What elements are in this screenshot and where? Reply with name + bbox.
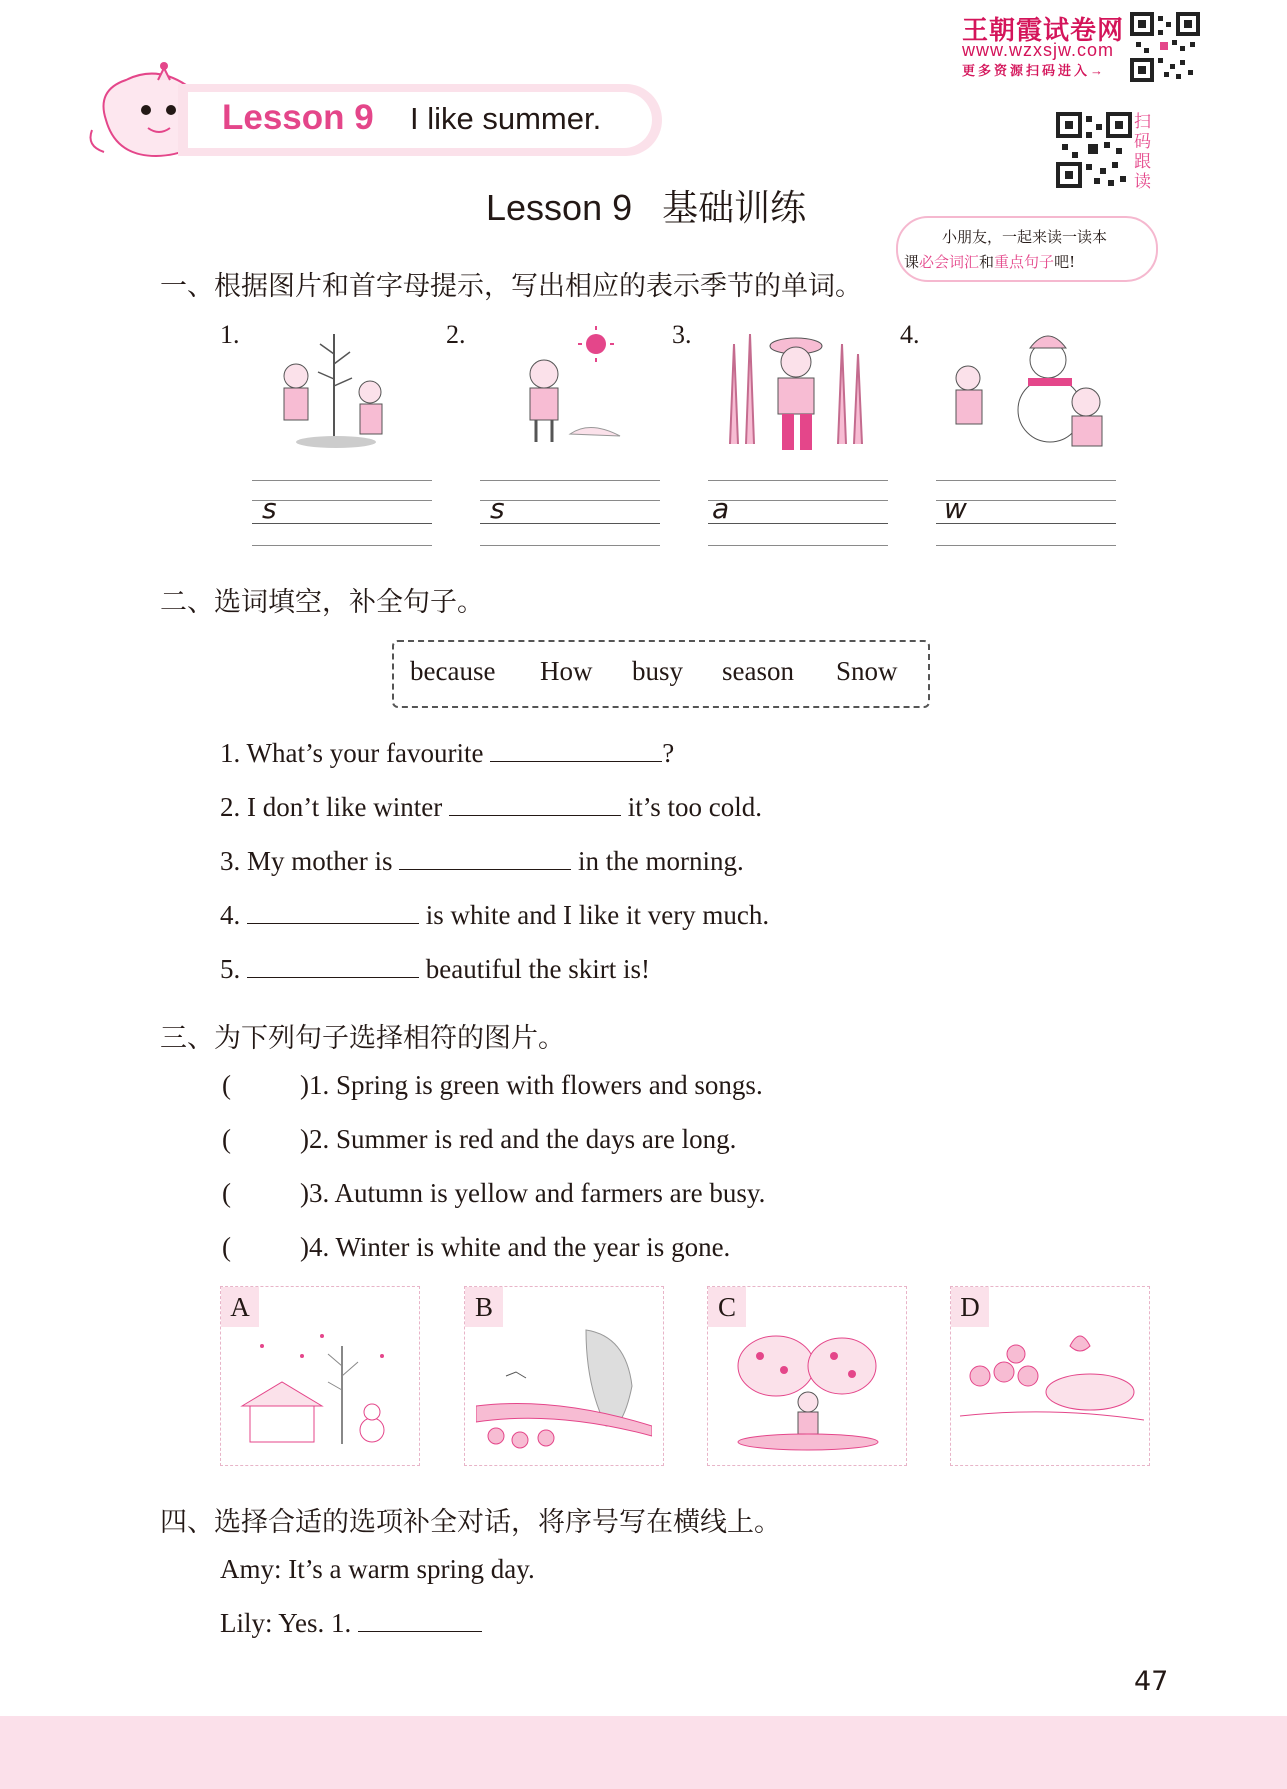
section4-heading: 四、选择合适的选项补全对话，将序号写在横线上。 (160, 1507, 781, 1538)
word-bank-word: season (722, 656, 794, 686)
tip-sentences: 重点句子 (994, 253, 1055, 271)
tip-vocab: 必会词汇 (919, 253, 980, 271)
tip-text: 课 (904, 253, 920, 271)
autumn-apple-tree-picture (720, 1326, 896, 1456)
match-sentence-2: )2. Summer is red and the days are long. (300, 1124, 737, 1154)
match-open-paren[interactable]: ( (222, 1178, 231, 1208)
picture-label: A (221, 1287, 259, 1327)
match-sentence-1: )1. Spring is green with flowers and songs. (300, 1070, 763, 1100)
word-bank-word: because (410, 656, 496, 686)
spring-planting-picture (266, 324, 416, 454)
section1-item-number: 4. (900, 320, 920, 349)
answer-blank[interactable] (449, 793, 621, 816)
fill-sentence-4 (220, 900, 769, 931)
section2-heading: 二、选词填空，补全句子。 (160, 587, 484, 618)
picture-label: C (708, 1287, 746, 1327)
match-open-paren[interactable]: ( (222, 1232, 231, 1262)
read-along-qr-code[interactable] (1056, 112, 1132, 188)
tip-text: 吧! (1054, 253, 1076, 271)
word-bank-word: busy (632, 656, 684, 686)
sentence-text: beautiful the skirt is! (419, 954, 650, 984)
sentence-text: ? (662, 738, 675, 768)
answer-blank[interactable] (399, 847, 571, 870)
word-bank-word: Snow (836, 656, 898, 686)
answer-blank[interactable] (490, 739, 662, 762)
lesson-number: Lesson 9 (222, 98, 374, 137)
lesson-title: I like summer. (410, 101, 602, 136)
winter-snowman-picture (940, 326, 1120, 462)
footer-band (0, 1716, 1287, 1789)
watermark-tagline: 更多资源扫码进入→ (962, 63, 1107, 78)
sentence-text: 3. My mother is (220, 846, 400, 876)
sentence-text: 2. I don’t like winter (220, 792, 449, 822)
fill-sentence-5 (220, 954, 650, 985)
match-open-paren[interactable]: ( (222, 1070, 231, 1100)
initial-letter-hint: w (944, 492, 967, 525)
sentence-text: in the morning. (571, 846, 744, 876)
fill-sentence-3 (220, 846, 744, 877)
fill-sentence-1 (220, 738, 674, 769)
dialogue-line-amy: Amy: It’s a warm spring day. (220, 1554, 535, 1584)
section1-heading: 一、根据图片和首字母提示，写出相应的表示季节的单词。 (160, 271, 862, 302)
sentence-text: 5. (220, 954, 247, 984)
answer-blank[interactable] (358, 1609, 482, 1632)
scan-read-along-text: 扫码跟读 (1134, 112, 1151, 191)
answer-blank[interactable] (247, 955, 419, 978)
picture-label: B (465, 1287, 503, 1327)
match-sentence-3: )3. Autumn is yellow and farmers are busy. (300, 1178, 766, 1208)
autumn-harvest-picture (720, 324, 870, 460)
section1-item-number: 1. (220, 320, 240, 349)
match-open-paren[interactable]: ( (222, 1124, 231, 1154)
winter-house-picture (232, 1326, 408, 1456)
fill-sentence-2 (220, 792, 762, 823)
tip-bubble-line2 (904, 251, 1075, 272)
summer-lotus-pond-picture (960, 1326, 1144, 1456)
tip-text: 和 (979, 253, 995, 271)
initial-letter-hint: a (712, 492, 730, 525)
section1-item-number: 2. (446, 320, 466, 349)
sentence-text: 1. What’s your favourite (220, 738, 491, 768)
word-bank-word: How (540, 656, 593, 686)
tip-bubble-line1: 小朋友，一起来读一读本 (942, 228, 1108, 246)
sentence-text: it’s too cold. (620, 792, 762, 822)
page-title: Lesson 9 基础训练 (486, 187, 807, 228)
summer-ice-cream-picture (500, 324, 630, 454)
watermark-qr-code[interactable] (1130, 12, 1200, 82)
picture-label: D (951, 1287, 989, 1327)
dialogue-text: Lily: Yes. 1. (220, 1608, 359, 1638)
sentence-text: is white and I like it very much. (419, 900, 770, 930)
watermark-brand: 王朝霞试卷网 (962, 15, 1125, 45)
spring-willow-picture (476, 1326, 652, 1456)
dialogue-line-lily (220, 1608, 482, 1639)
watermark-url: www.wzxsjw.com (962, 40, 1115, 60)
sentence-text: 4. (220, 900, 247, 930)
section3-heading: 三、为下列句子选择相符的图片。 (160, 1023, 565, 1054)
initial-letter-hint: s (262, 492, 277, 525)
section1-item-number: 3. (672, 320, 692, 349)
initial-letter-hint: s (490, 492, 505, 525)
page-number: 47 (1134, 1666, 1169, 1697)
match-sentence-4: )4. Winter is white and the year is gone. (300, 1232, 731, 1262)
answer-blank[interactable] (247, 901, 419, 924)
